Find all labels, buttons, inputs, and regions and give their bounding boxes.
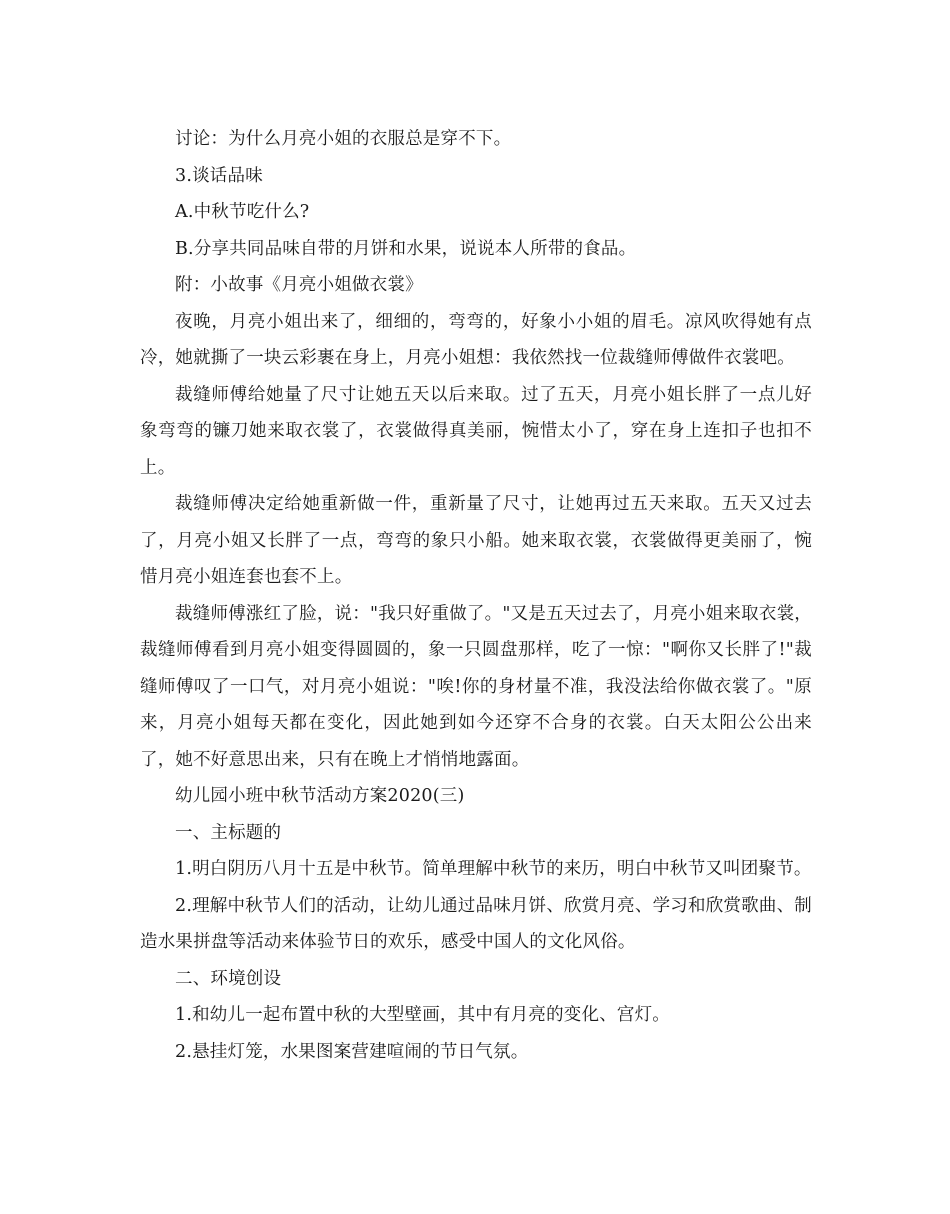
paragraph-plan-title: 幼儿园小班中秋节活动方案2020(三) — [175, 786, 465, 806]
paragraph-env-2: 2.悬挂灯笼，水果图案营建喧闹的节日气氛。 — [175, 1041, 529, 1062]
paragraph-story-2: 裁缝师傅给她量了尺寸让她五天以后来取。过了五天，月亮小姐长胖了一点儿好象弯弯的镰刀她来取衣裳了，衣裳做得真美丽，惋惜太小了，穿在身上连扣子也扣不上。 — [140, 384, 812, 478]
paragraph-discussion: 讨论：为什么月亮小姐的衣服总是穿不下。 — [175, 129, 512, 149]
paragraph-story-3: 裁缝师傅决定给她重新做一件，重新量了尺寸，让她再过五天来取。五天又过去了，月亮小姐又长胖了一点，弯弯的象只小船。她来取衣裳，衣裳做得更美丽了，惋惜月亮小姐连套也套不上。 — [140, 494, 812, 587]
paragraph-story-4: 裁缝师傅涨红了脸，说："我只好重做了。"又是五天过去了，月亮小姐来取衣裳，裁缝师傅看到月亮小姐变得圆圆的，象一只圆盘那样，吃了一惊："啊你又长胖了!"裁缝师傅叹了一口气，对月亮小姐说："唉!你的身材量不准，我没法给你做衣裳了。"原来，月亮小姐每天都在变化，因此她到如今还穿不合身的衣裳。白天太阳公公出来了，她不好意思出来，只有在晚上才悄悄地露面。 — [140, 603, 812, 770]
paragraph-heading-1: 一、主标题的 — [175, 822, 282, 843]
document-body — [140, 121, 812, 1070]
paragraph-story-title: 附：小故事《月亮小姐做衣裳》 — [175, 275, 423, 295]
paragraph-goal-1: 1.明白阴历八月十五是中秋节。简单理解中秋节的来历，明白中秋节又叫团聚节。 — [175, 859, 812, 879]
paragraph-goal-2: 2.理解中秋节人们的活动，让幼儿通过品味月饼、欣赏月亮、学习和欣赏歌曲、制造水果拼盘等活动来体验节日的欢乐，感受中国人的文化风俗。 — [140, 895, 812, 952]
paragraph-section-3: 3.谈话品味 — [175, 165, 263, 186]
paragraph-story-1: 夜晚，月亮小姐出来了，细细的，弯弯的，好象小小姐的眉毛。凉风吹得她有点冷，她就撕了一块云彩裹在身上，月亮小姐想：我依然找一位裁缝师傅做件衣裳吧。 — [140, 311, 812, 368]
paragraph-heading-2: 二、环境创设 — [175, 968, 282, 989]
paragraph-item-b: B.分享共同品味自带的月饼和水果，说说本人所带的食品。 — [175, 238, 637, 259]
paragraph-item-a: A.中秋节吃什么? — [175, 202, 310, 222]
paragraph-env-1: 1.和幼儿一起布置中秋的大型壁画，其中有月亮的变化、宫灯。 — [175, 1005, 670, 1025]
